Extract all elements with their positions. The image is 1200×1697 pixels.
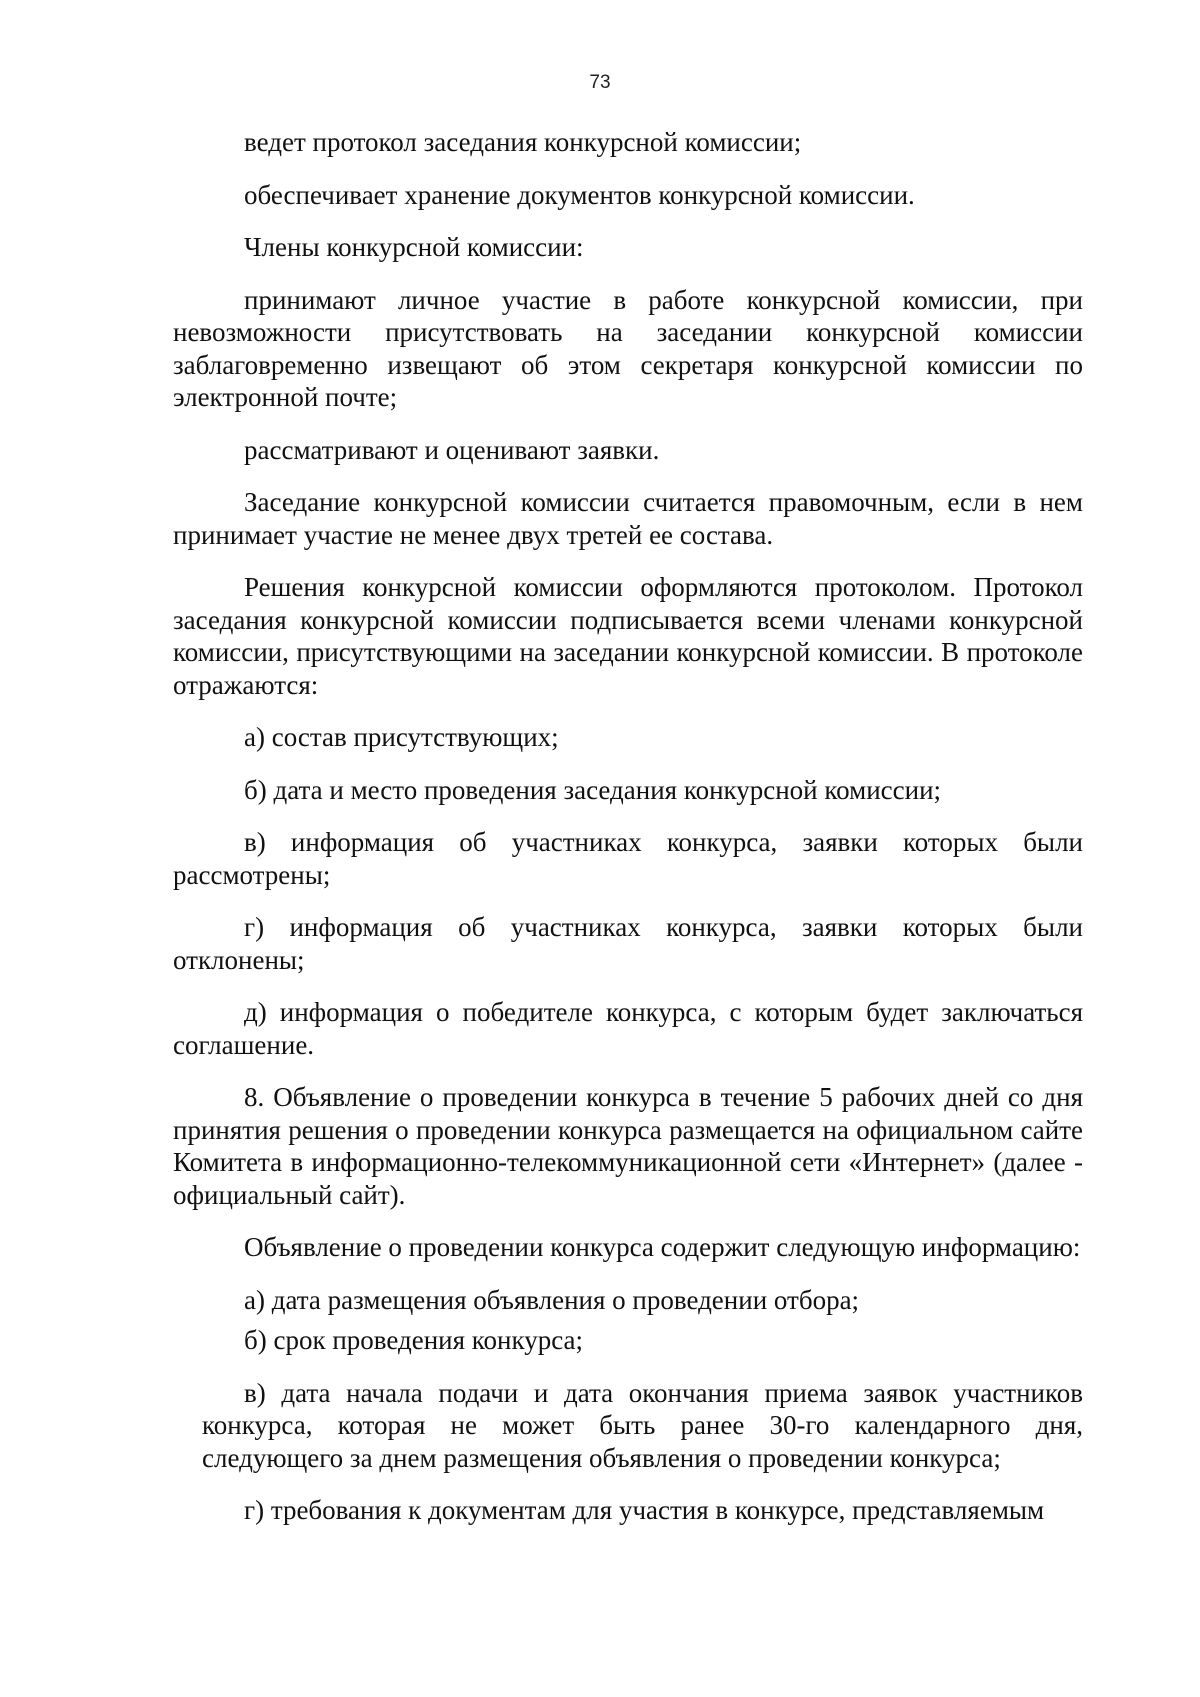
list-item-protocol-g: г) информация об участниках конкурса, заявки которых были отклонены; <box>173 912 1083 975</box>
list-item-protocol-v: в) информация об участниках конкурса, заявки которых были рассмотрены; <box>173 827 1083 890</box>
paragraph-announcement-contents: Объявление о проведении конкурса содержит следующую информацию: <box>244 1232 1081 1262</box>
paragraph-secretary-duty-1: ведет протокол заседания конкурсной комиссии; <box>244 127 802 157</box>
paragraph-section-8: 8. Объявление о проведении конкурса в течение 5 рабочих дней со дня принятия решения о проведении конкурса размещается на официальном сайте Комитета в информационно-телекоммуникационной сети «Интернет» (далее - официальный сайт). <box>173 1082 1083 1210</box>
list-item-announcement-g: г) требования к документам для участия в конкурсе, представляемым <box>244 1495 1045 1525</box>
paragraph-members-duty-1: принимают личное участие в работе конкурсной комиссии, при невозможности присутствовать на заседании конкурсной комиссии заблаговременно извещают об этом секретаря конкурсной комиссии по электронной почте; <box>173 284 1083 412</box>
list-item-protocol-d: д) информация о победителе конкурса, с которым будет заключаться соглашение. <box>173 997 1083 1060</box>
paragraph-quorum: Заседание конкурсной комиссии считается правомочным, если в нем принимает участие не менее двух третей ее состава. <box>173 487 1083 550</box>
list-item-announcement-v: в) дата начала подачи и дата окончания приема заявок участников конкурса, которая не может быть ранее 30-го календарного дня, следующего за днем размещения объявления о проведении конкурса; <box>202 1377 1083 1473</box>
list-item-protocol-a: а) состав присутствующих; <box>244 722 559 752</box>
page-number: 73 <box>589 72 611 93</box>
paragraph-members-duty-2: рассматривают и оценивают заявки. <box>244 434 660 465</box>
paragraph-members-heading: Члены конкурсной комиссии: <box>244 232 584 262</box>
list-item-announcement-a: а) дата размещения объявления о проведении отбора; <box>244 1284 860 1315</box>
paragraph-protocol: Решения конкурсной комиссии оформляются протоколом. Протокол заседания конкурсной комиссии подписывается всеми членами конкурсной комиссии, присутствующими на заседании конкурсной комиссии. В протоколе отражаются: <box>173 572 1083 700</box>
paragraph-secretary-duty-2: обеспечивает хранение документов конкурсной комиссии. <box>244 179 915 210</box>
list-item-announcement-b: б) срок проведения конкурса; <box>244 1325 584 1355</box>
document-body <box>173 126 1083 1547</box>
list-item-protocol-b: б) дата и место проведения заседания конкурсной комиссии; <box>244 774 942 805</box>
